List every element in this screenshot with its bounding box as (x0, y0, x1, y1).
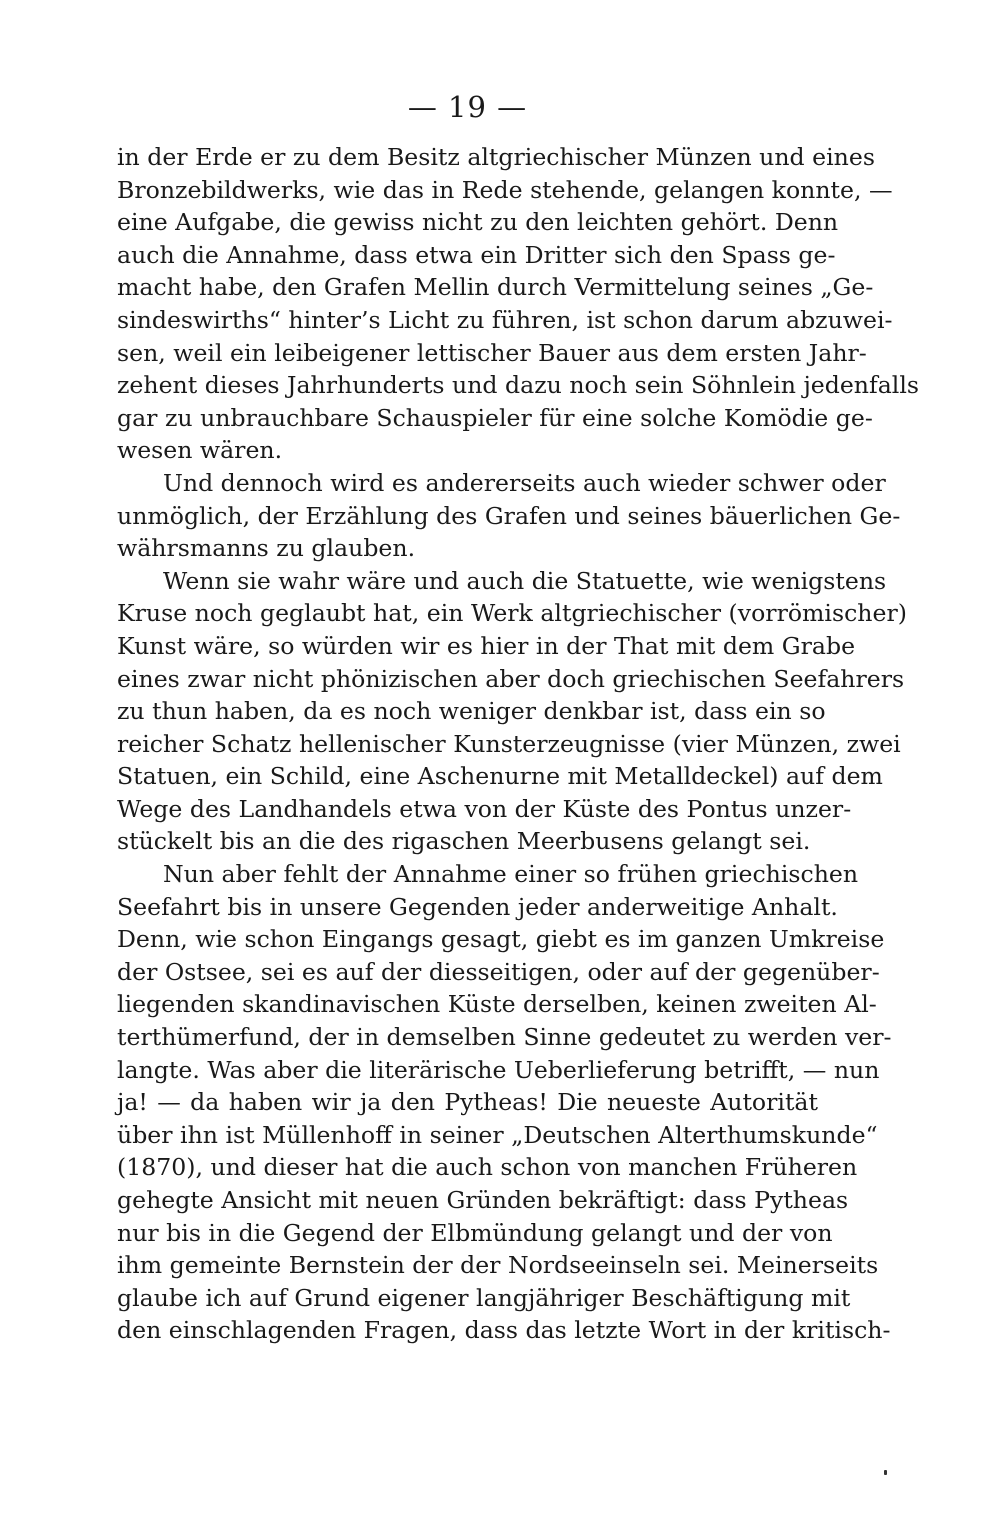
text-line: Bronzebildwerks, wie das in Rede stehende, gelangen konnte, — (117, 175, 893, 204)
text-line: währsmanns zu glauben. (117, 534, 416, 563)
text-line: Kruse noch geglaubt hat, ein Werk altgriechischer (vorrömischer) (117, 599, 907, 628)
text-line: gar zu unbrauchbare Schauspieler für eine solche Komödie ge- (117, 403, 873, 432)
text-line: wesen wären. (117, 436, 283, 465)
text-line: reicher Schatz hellenischer Kunsterzeugnisse (vier Münzen, zwei (117, 729, 901, 758)
text-line: terthümerfund, der in demselben Sinne gedeutet zu werden ver- (117, 1023, 892, 1052)
text-line: Wege des Landhandels etwa von der Küste des Pontus unzer- (117, 794, 852, 823)
text-line: glaube ich auf Grund eigener langjähriger Beschäftigung mit (117, 1283, 851, 1312)
text-line: Statuen, ein Schild, eine Aschenurne mit Metalldeckel) auf dem (117, 762, 883, 791)
text-line: ja! — da haben wir ja den Pytheas! Die neueste Autorität (117, 1088, 818, 1117)
body-text (117, 141, 919, 1347)
text-line: Und dennoch wird es andererseits auch wieder schwer oder (163, 468, 886, 497)
text-line: langte. Was aber die literärische Ueberlieferung betrifft, — nun (117, 1055, 880, 1084)
text-line: gehegte Ansicht mit neuen Gründen bekräftigt: dass Pytheas (117, 1186, 849, 1214)
text-line: sen, weil ein leibeigener lettischer Bauer aus dem ersten Jahr- (117, 338, 867, 367)
text-line: Denn, wie schon Eingangs gesagt, giebt es im ganzen Umkreise (117, 925, 885, 954)
text-line: Wenn sie wahr wäre und auch die Statuette, wie wenigstens (163, 566, 887, 595)
text-line: Nun aber fehlt der Annahme einer so frühen griechischen (163, 860, 859, 889)
text-line: über ihn ist Müllenhoff in seiner „Deutschen Alterthumskunde“ (117, 1120, 878, 1149)
text-line: macht habe, den Grafen Mellin durch Vermittelung seines „Ge- (117, 273, 874, 302)
text-line: nur bis in die Gegend der Elbmündung gelangt und der von (117, 1218, 833, 1247)
text-line: den einschlagenden Fragen, dass das letzte Wort in der kritisch- (117, 1316, 891, 1345)
text-line: eines zwar nicht phönizischen aber doch griechischen Seefahrers (117, 664, 905, 693)
text-line: Seefahrt bis in unsere Gegenden jeder anderweitige Anhalt. (117, 892, 838, 921)
text-line: zehent dieses Jahrhunderts und dazu noch sein Söhnlein jedenfalls (117, 371, 919, 400)
text-line: zu thun haben, da es noch weniger denkbar ist, dass ein so (117, 697, 826, 726)
text-line: (1870), und dieser hat die auch schon von manchen Früheren (117, 1153, 858, 1182)
text-line: auch die Annahme, dass etwa ein Dritter sich den Spass ge- (117, 240, 836, 269)
text-line: eine Aufgabe, die gewiss nicht zu den leichten gehört. Denn (117, 208, 839, 237)
text-line: unmöglich, der Erzählung des Grafen und seines bäuerlichen Ge- (117, 501, 901, 530)
page-number: — 19 — (407, 90, 528, 124)
text-line: sindeswirths“ hinter’s Licht zu führen, ist schon darum abzuwei- (117, 305, 893, 334)
text-line: ihm gemeinte Bernstein der der Nordseeinseln sei. Meinerseits (117, 1251, 879, 1280)
text-line: Kunst wäre, so würden wir es hier in der That mit dem Grabe (117, 631, 856, 660)
text-line: in der Erde er zu dem Besitz altgriechischer Münzen und eines (117, 143, 875, 171)
text-line: stückelt bis an die des rigaschen Meerbusens gelangt sei. (117, 827, 811, 856)
text-line: der Ostsee, sei es auf der diesseitigen, oder auf der gegenüber- (117, 957, 880, 986)
text-line: liegenden skandinavischen Küste derselben, keinen zweiten Al- (117, 990, 877, 1019)
print-speck (884, 1470, 887, 1475)
